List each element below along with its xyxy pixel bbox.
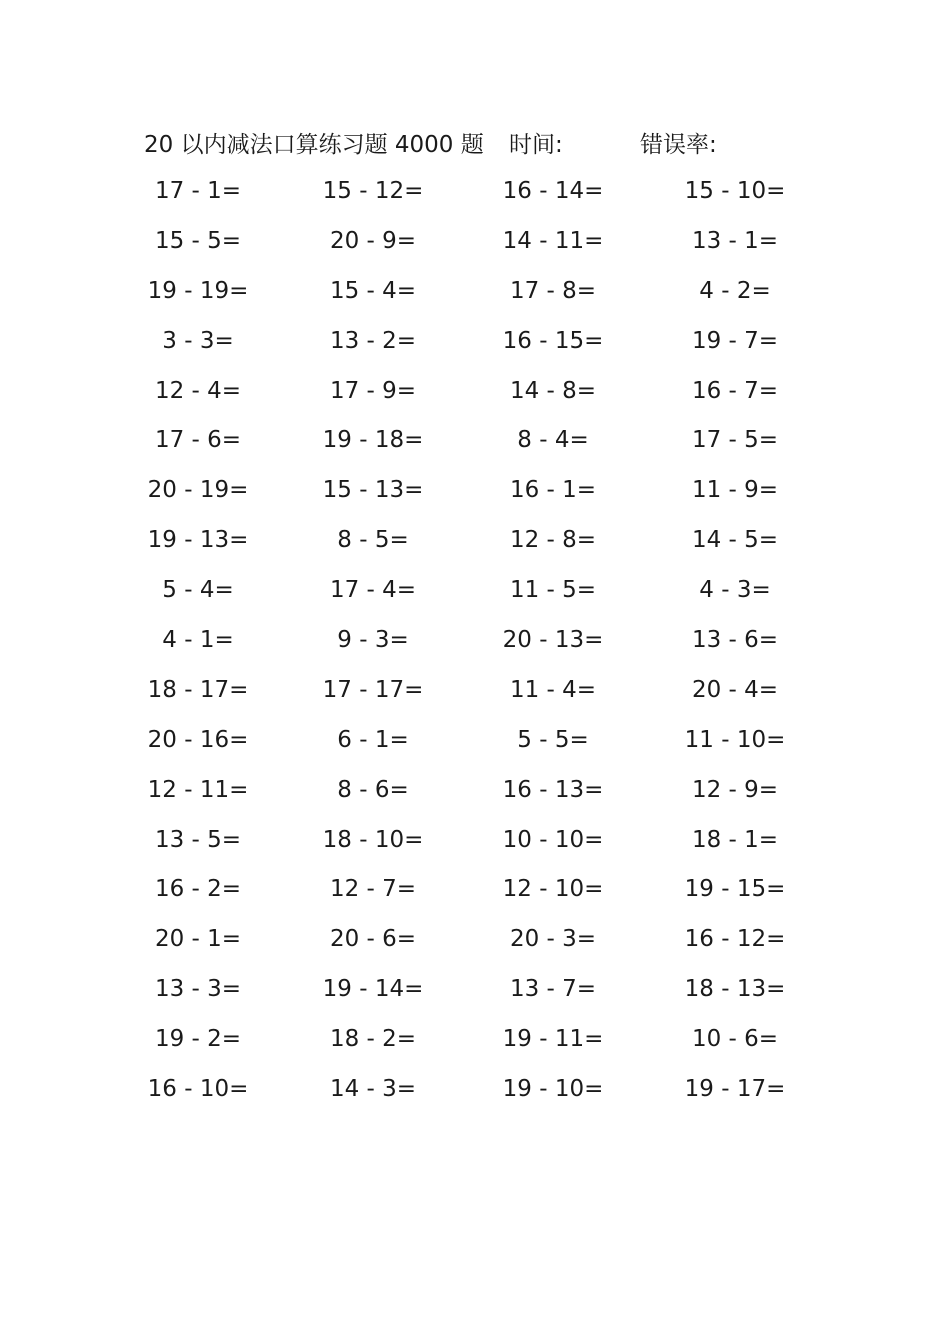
problem-row [0, 1072, 950, 1122]
problem-item: 20 - 1= [154, 926, 242, 953]
problem-item: 14 - 8= [509, 377, 597, 404]
problem-row [0, 922, 950, 972]
problem-item: 16 - 14= [502, 178, 604, 204]
problem-item: 20 - 9= [329, 227, 417, 254]
problem-item: 12 - 11= [147, 776, 249, 803]
problem-item: 13 - 2= [329, 327, 417, 354]
problem-row [0, 972, 950, 1022]
problem-item: 18 - 1= [691, 826, 779, 853]
problem-item: 11 - 4= [509, 676, 597, 703]
problem-row [0, 823, 950, 873]
problem-item: 12 - 10= [502, 876, 604, 903]
problem-row [0, 872, 950, 922]
problem-item: 9 - 3= [337, 627, 409, 654]
problem-row [0, 1022, 950, 1072]
problem-item: 16 - 13= [502, 776, 604, 803]
problem-item: 15 - 4= [329, 277, 417, 304]
error-rate-label: 错误率: [640, 132, 717, 158]
problem-item: 13 - 5= [154, 826, 242, 853]
problem-item: 15 - 13= [322, 477, 424, 504]
problem-item: 4 - 3= [699, 577, 771, 604]
problem-item: 19 - 15= [684, 876, 786, 903]
problem-item: 6 - 1= [337, 726, 409, 753]
problem-item: 16 - 10= [147, 1076, 249, 1103]
problem-row [0, 573, 950, 623]
problem-item: 19 - 7= [691, 327, 779, 354]
problem-row [0, 773, 950, 823]
problem-item: 17 - 1= [154, 178, 242, 204]
problem-item: 19 - 10= [502, 1076, 604, 1103]
problem-item: 8 - 5= [337, 527, 409, 554]
problem-row [0, 324, 950, 374]
problem-item: 17 - 9= [329, 377, 417, 404]
problem-item: 19 - 18= [322, 427, 424, 454]
problem-item: 20 - 16= [147, 726, 249, 753]
problem-item: 16 - 1= [509, 477, 597, 504]
problem-item: 18 - 13= [684, 976, 786, 1003]
problem-item: 17 - 6= [154, 427, 242, 454]
problem-item: 18 - 2= [329, 1026, 417, 1053]
problem-row [0, 523, 950, 573]
problem-item: 20 - 6= [329, 926, 417, 953]
problem-item: 10 - 10= [502, 826, 604, 853]
problem-item: 10 - 6= [691, 1026, 779, 1053]
problem-item: 5 - 4= [162, 577, 234, 604]
problem-grid [0, 174, 950, 1122]
worksheet-header [0, 126, 950, 160]
problem-item: 17 - 5= [691, 427, 779, 454]
problem-item: 15 - 5= [154, 227, 242, 254]
problem-item: 17 - 17= [322, 676, 424, 703]
problem-row [0, 174, 950, 224]
problem-item: 19 - 19= [147, 277, 249, 304]
problem-item: 11 - 10= [684, 726, 786, 753]
problem-item: 16 - 12= [684, 926, 786, 953]
problem-item: 15 - 10= [684, 178, 786, 204]
problem-item: 13 - 1= [691, 227, 779, 254]
problem-item: 19 - 17= [684, 1076, 786, 1103]
problem-item: 11 - 9= [691, 477, 779, 504]
problem-item: 18 - 10= [322, 826, 424, 853]
problem-item: 4 - 2= [699, 277, 771, 304]
problem-row [0, 374, 950, 424]
problem-item: 19 - 2= [154, 1026, 242, 1053]
problem-item: 4 - 1= [162, 627, 234, 654]
problem-item: 17 - 4= [329, 577, 417, 604]
problem-item: 19 - 14= [322, 976, 424, 1003]
problem-item: 20 - 3= [509, 926, 597, 953]
problem-item: 12 - 8= [509, 527, 597, 554]
problem-row [0, 224, 950, 274]
problem-item: 20 - 4= [691, 676, 779, 703]
problem-item: 14 - 5= [691, 527, 779, 554]
problem-row [0, 473, 950, 523]
time-label: 时间: [509, 132, 563, 158]
problem-item: 12 - 4= [154, 377, 242, 404]
problem-item: 12 - 9= [691, 776, 779, 803]
problem-row [0, 423, 950, 473]
problem-row [0, 673, 950, 723]
problem-item: 13 - 6= [691, 627, 779, 654]
problem-item: 11 - 5= [509, 577, 597, 604]
problem-item: 20 - 13= [502, 627, 604, 654]
problem-row [0, 623, 950, 673]
problem-row [0, 723, 950, 773]
problem-item: 8 - 6= [337, 776, 409, 803]
problem-item: 12 - 7= [329, 876, 417, 903]
problem-item: 14 - 11= [502, 227, 604, 254]
problem-item: 8 - 4= [517, 427, 589, 454]
problem-item: 3 - 3= [162, 327, 234, 354]
problem-item: 19 - 13= [147, 527, 249, 554]
problem-item: 19 - 11= [502, 1026, 604, 1053]
problem-item: 17 - 8= [509, 277, 597, 304]
problem-item: 20 - 19= [147, 477, 249, 504]
problem-row [0, 274, 950, 324]
problem-item: 16 - 2= [154, 876, 242, 903]
problem-item: 13 - 7= [509, 976, 597, 1003]
problem-item: 13 - 3= [154, 976, 242, 1003]
problem-item: 16 - 15= [502, 327, 604, 354]
worksheet-title: 20 以内减法口算练习题 4000 题 [144, 132, 484, 158]
problem-item: 14 - 3= [329, 1076, 417, 1103]
problem-item: 16 - 7= [691, 377, 779, 404]
problem-item: 15 - 12= [322, 178, 424, 204]
problem-item: 5 - 5= [517, 726, 589, 753]
problem-item: 18 - 17= [147, 676, 249, 703]
